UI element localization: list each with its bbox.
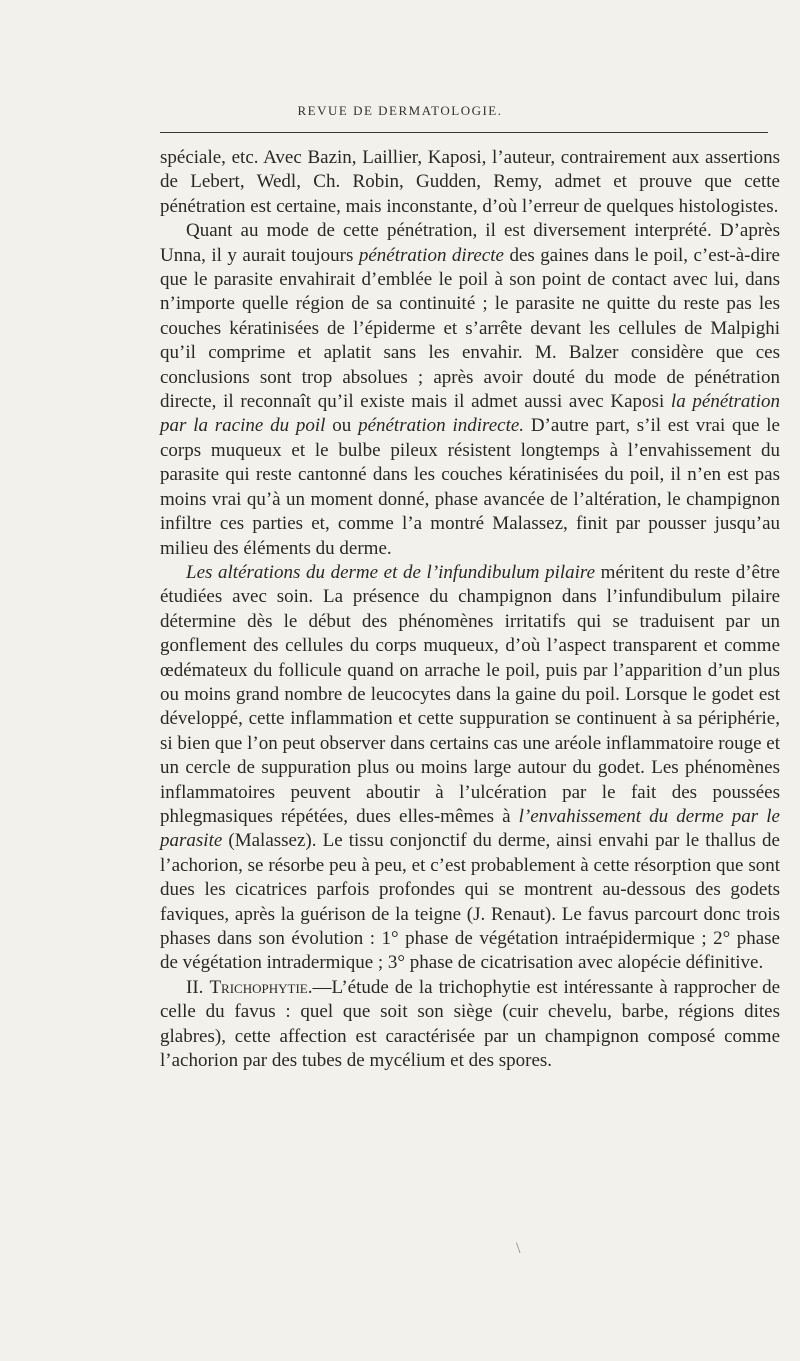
text-run: Quant au mode de cette pénétration, il est diversement interprété. D’après Unna, il y aurait toujours xyxy=(160,220,780,266)
section-number: II. xyxy=(186,976,210,998)
text-run: méritent du reste d’être étudiées avec soin. La présence du champignon dans l’infundibulum pilaire détermine dès le début des phénomènes irritatifs qui se traduisent par un gonflement des cellules du corps muqueux, d’où l’aspect transparent et comme œdémateux du follicule quand on arrache le poil, puis par l’apparition d’un plus ou moins grand nombre de leucocytes dans la gaine du poil. Lorsque le godet est développé, cette inflammation et cette suppuration se continuent à sa périphérie, si bien que l’on peut observer dans certains cas une aréole inflammatoire rouge et un cercle de suppuration plus ou moins large autour du godet. Les phénomènes inflammatoires peuvent aboutir à l’ulcération par le fait des poussées phlegmasiques répétées, dues elles-mêmes à xyxy=(160,561,780,827)
italic-term: la pénétration par la racine du poil xyxy=(160,391,780,437)
italic-heading: Les altérations du derme et de l’infundibulum pilaire xyxy=(186,561,596,583)
header-rule xyxy=(160,132,768,133)
stray-mark: \ xyxy=(516,1240,521,1257)
paragraph-4 xyxy=(160,976,780,1074)
text-run: des gaines dans le poil, c’est-à-dire que le parasite envahirait d’emblée le poil à son point de contact avec lui, dans n’importe quelle région de sa continuité ; le parasite ne quitte du reste pas les couches kératinisées de l’épiderme et s’arrête devant les cellules de Malpighi qu’il comprime et aplatit sans les envahir. M. Balzer considère que ces conclusions sont trop absolues ; après avoir douté du mode de pénétration directe, il reconnaît qu’il existe mais il admet aussi avec Kaposi xyxy=(160,244,780,413)
text-run: (Malassez). Le tissu conjonctif du derme, ainsi envahi par le thallus de l’achorion, se résorbe peu à peu, et c’est probablement à cette résorption que sont dues les cicatrices parfois profondes qui se montrent au-dessous des godets faviques, après la guérison de la teigne (J. Renaut). Le favus parcourt donc trois phases dans son évolution : 1° phase de végétation intraépidermique ; 2° phase de végétation intradermique ; 3° phase de cicatrisation avec alopécie définitive. xyxy=(160,830,780,974)
italic-term: pénétration indirecte. xyxy=(358,415,525,437)
paragraph-3 xyxy=(160,561,780,976)
italic-term: l’envahissement du derme par le parasite xyxy=(160,805,780,852)
text-run: ou xyxy=(325,415,359,437)
paragraph-2 xyxy=(160,219,780,561)
text-run: —L’étude de la trichophytie est intéressante à rapprocher de celle du favus : quel que soit son siège (cuir chevelu, barbe, régions dites glabres), cette affection est caractérisée par un champignon composé comme l’achorion par des tubes de mycélium et des spores. xyxy=(160,976,781,1072)
italic-term: pénétration directe xyxy=(358,244,504,266)
body-text xyxy=(160,146,780,1073)
text-run: D’autre part, s’il est vrai que le corps muqueux et le bulbe pileux résistent longtemps à l’envahissement du parasite qui reste cantonné dans les couches kératinisées du poil, il n’en est pas moins vrai qu’à un moment donné, phase avancée de l’altération, le champignon infiltre ces parties et, comme l’a montré Malassez, finit par pousser jusqu’au milieu des éléments du derme. xyxy=(160,415,780,559)
section-title: Trichophytie. xyxy=(209,976,313,998)
running-header: REVUE DE DERMATOLOGIE. xyxy=(297,103,503,118)
paragraph-1: spéciale, etc. Avec Bazin, Laillier, Kaposi, l’auteur, contrairement aux assertions de Lebert, Wedl, Ch. Robin, Gudden, Remy, admet et prouve que cette pénétration est certaine, mais inconstante, d’où l’erreur de quelques histologistes. xyxy=(160,147,780,217)
